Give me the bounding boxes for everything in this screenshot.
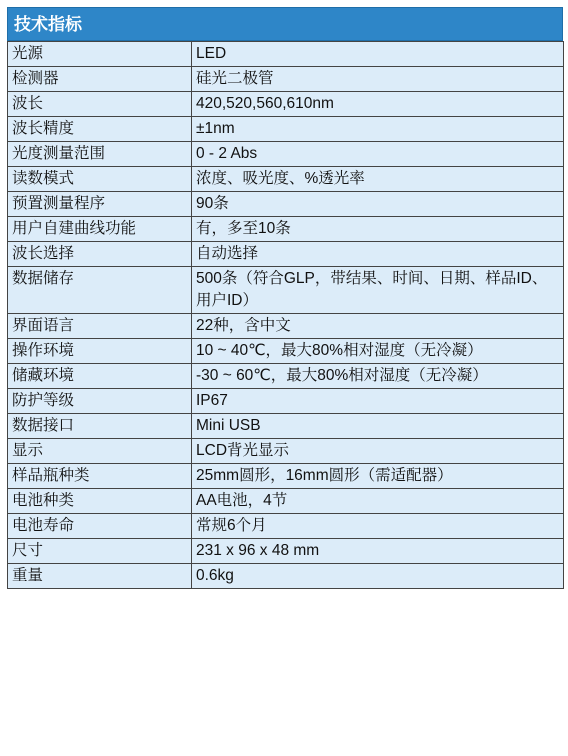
spec-label: 预置测量程序 — [8, 192, 192, 217]
table-row — [8, 242, 564, 267]
table-row — [8, 117, 564, 142]
spec-value: 420,520,560,610nm — [192, 92, 564, 117]
table-row — [8, 364, 564, 389]
spec-label: 重量 — [8, 564, 192, 589]
table-row — [8, 539, 564, 564]
table-row — [8, 564, 564, 589]
spec-label: 界面语言 — [8, 314, 192, 339]
spec-value: 常规6个月 — [192, 514, 564, 539]
spec-value: AA电池，4节 — [192, 489, 564, 514]
table-row — [8, 439, 564, 464]
table-row — [8, 464, 564, 489]
spec-value: 0 - 2 Abs — [192, 142, 564, 167]
spec-label: 样品瓶种类 — [8, 464, 192, 489]
spec-table-title: 技术指标 — [7, 7, 563, 41]
spec-value: ±1nm — [192, 117, 564, 142]
spec-label: 光源 — [8, 42, 192, 67]
spec-label: 数据接口 — [8, 414, 192, 439]
spec-label: 操作环境 — [8, 339, 192, 364]
spec-label: 波长 — [8, 92, 192, 117]
spec-label: 储藏环境 — [8, 364, 192, 389]
spec-value: 10 ~ 40℃，最大80%相对湿度（无冷凝） — [192, 339, 564, 364]
spec-value: -30 ~ 60℃，最大80%相对湿度（无冷凝） — [192, 364, 564, 389]
table-row — [8, 514, 564, 539]
table-row — [8, 217, 564, 242]
spec-label: 电池种类 — [8, 489, 192, 514]
spec-value: 231 x 96 x 48 mm — [192, 539, 564, 564]
spec-label: 尺寸 — [8, 539, 192, 564]
spec-label: 数据储存 — [8, 267, 192, 314]
spec-value: 自动选择 — [192, 242, 564, 267]
spec-value: 有，多至10条 — [192, 217, 564, 242]
spec-value: 22种，含中文 — [192, 314, 564, 339]
spec-value: Mini USB — [192, 414, 564, 439]
spec-label: 电池寿命 — [8, 514, 192, 539]
spec-label: 波长选择 — [8, 242, 192, 267]
spec-label: 用户自建曲线功能 — [8, 217, 192, 242]
spec-label: 波长精度 — [8, 117, 192, 142]
spec-label: 光度测量范围 — [8, 142, 192, 167]
spec-value: 500条（符合GLP，带结果、时间、日期、样品ID、用户ID） — [192, 267, 564, 314]
spec-value: 25mm圆形，16mm圆形（需适配器） — [192, 464, 564, 489]
table-row — [8, 314, 564, 339]
spec-label: 显示 — [8, 439, 192, 464]
table-row — [8, 267, 564, 314]
spec-table — [7, 41, 564, 589]
spec-table-body — [8, 42, 564, 589]
table-row — [8, 489, 564, 514]
spec-label: 防护等级 — [8, 389, 192, 414]
spec-value: IP67 — [192, 389, 564, 414]
spec-label: 读数模式 — [8, 167, 192, 192]
spec-table-container — [7, 7, 563, 589]
table-row — [8, 414, 564, 439]
spec-value: LED — [192, 42, 564, 67]
spec-label: 检测器 — [8, 67, 192, 92]
spec-value: 硅光二极管 — [192, 67, 564, 92]
spec-value: 0.6kg — [192, 564, 564, 589]
spec-value: 90条 — [192, 192, 564, 217]
spec-value: 浓度、吸光度、%透光率 — [192, 167, 564, 192]
table-row — [8, 92, 564, 117]
table-row — [8, 167, 564, 192]
table-row — [8, 67, 564, 92]
spec-value: LCD背光显示 — [192, 439, 564, 464]
table-row — [8, 389, 564, 414]
table-row — [8, 192, 564, 217]
table-row — [8, 42, 564, 67]
table-row — [8, 339, 564, 364]
table-row — [8, 142, 564, 167]
